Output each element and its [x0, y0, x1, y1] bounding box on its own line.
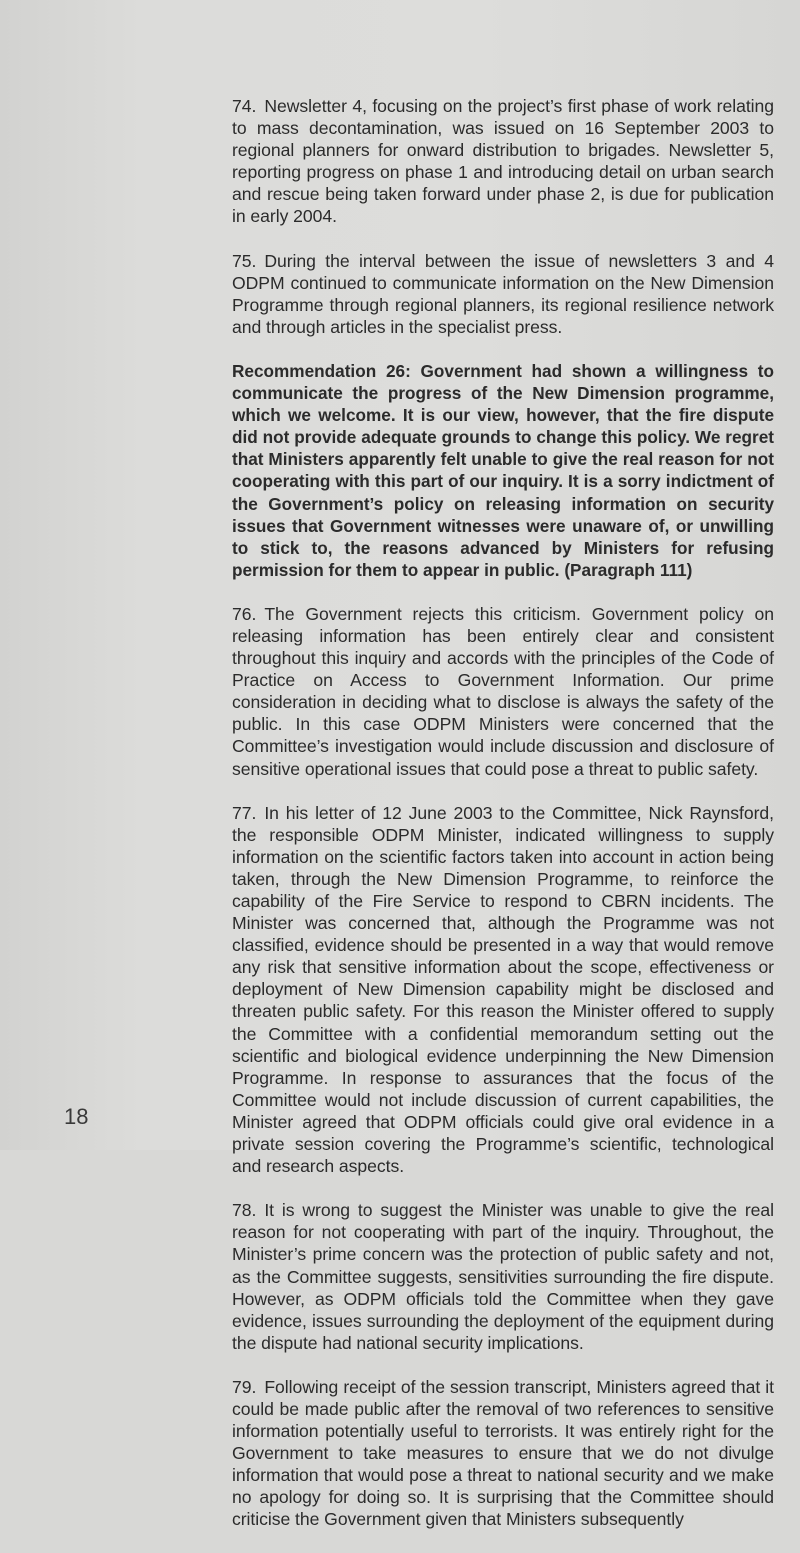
paragraph-number: 79.	[232, 1376, 257, 1397]
paragraph-77	[232, 802, 774, 1178]
paragraph-number: 75.	[232, 250, 257, 271]
paragraph-text: Newsletter 4, focusing on the project’s first phase of work relating to mass decontamination, was issued on 16 September 2003 to regional planners for onward distribution to brigades. Newsletter 5, reporting progress on phase 1 and introducing detail on urban search and rescue being taken forward under phase 2, is due for publication in early 2004.	[232, 96, 774, 227]
paragraph-75	[232, 250, 774, 338]
recommendation-26: Recommendation 26: Government had shown a willingness to communicate the progress of the New Dimension programme, which we welcome. It is our view, however, that the fire dispute did not provide adequate grounds to change this policy. We regret that Ministers apparently felt unable to give the real reason for not cooperating with this part of our inquiry. It is a sorry indictment of the Government’s policy on releasing information on security issues that Government witnesses were unaware of, or unwilling to stick to, the reasons advanced by Ministers for refusing permission for them to appear in public. (Paragraph 111)	[232, 360, 774, 580]
paragraph-number: 74.	[232, 96, 257, 116]
paragraph-78	[232, 1199, 774, 1354]
paragraph-text: Following receipt of the session transcript, Ministers agreed that it could be made public after the removal of two references to sensitive information potentially useful to terrorists. It was entirely right for the Government to take measures to ensure that we do not divulge information that would pose a threat to national security and we make no apology for doing so. It is surprising that the Committee should criticise the Government given that Ministers subsequently	[232, 1376, 774, 1530]
paragraph-79	[232, 1376, 774, 1531]
paragraph-text: It is wrong to suggest the Minister was unable to give the real reason for not cooperating with part of the inquiry. Throughout, the Minister’s prime concern was the protection of public safety and not, as the Committee suggests, sensitivities surrounding the fire dispute. However, as ODPM officials told the Committee when they gave evidence, issues surrounding the deployment of the equipment during the dispute had national security implications.	[232, 1200, 774, 1353]
document-body	[232, 95, 774, 1553]
paragraph-74	[232, 95, 774, 228]
paragraph-text: The Government rejects this criticism. Government policy on releasing information has been entirely clear and consistent throughout this inquiry and accords with the principles of the Code of Practice on Access to Government Information. Our prime consideration in deciding what to disclose is always the safety of the public. In this case ODPM Ministers were concerned that the Committee’s investigation would include discussion and disclosure of sensitive operational issues that could pose a threat to public safety.	[232, 603, 774, 779]
paragraph-number: 78.	[232, 1200, 257, 1221]
paragraph-text: During the interval between the issue of newsletters 3 and 4 ODPM continued to communicate information on the New Dimension Programme through regional planners, its regional resilience network and through articles in the specialist press.	[232, 250, 774, 337]
paragraph-number: 76.	[232, 603, 257, 624]
paragraph-number: 77.	[232, 802, 257, 823]
paragraph-text: In his letter of 12 June 2003 to the Committee, Nick Raynsford, the responsible ODPM Minister, indicated willingness to supply information on the scientific factors taken into account in action being taken, through the New Dimension Programme, to reinforce the capability of the Fire Service to respond to CBRN incidents. The Minister was concerned that, although the Programme was not classified, evidence should be presented in a way that would remove any risk that sensitive information about the scope, effectiveness or deployment of New Dimension capability might be disclosed and threaten public safety. For this reason the Minister offered to supply the Committee with a confidential memorandum setting out the scientific and biological evidence underpinning the New Dimension Programme. In response to assurances that the focus of the Committee would not include discussion of current capabilities, the Minister agreed that ODPM officials could give oral evidence in a private session covering the Programme’s scientific, technological and research aspects.	[232, 802, 774, 1177]
page-number: 18	[64, 1104, 89, 1129]
paragraph-76	[232, 603, 774, 780]
